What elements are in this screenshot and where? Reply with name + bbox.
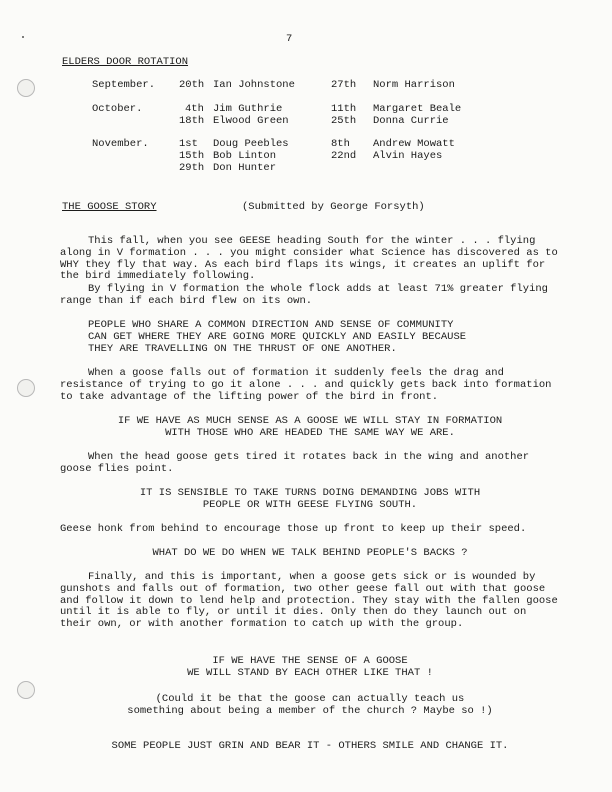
margin-dot — [22, 36, 24, 38]
closing-line: SOME PEOPLE JUST GRIN AND BEAR IT - OTHERS SMILE AND CHANGE IT. — [111, 740, 509, 752]
callout-6-line-1: (Could it be that the goose can actually teach us — [155, 693, 465, 705]
table-row: November. 1st Doug Peebles 8th Andrew Mowatt — [92, 138, 455, 151]
callout-3-line-2: PEOPLE OR WITH GEESE FLYING SOUTH. — [202, 499, 418, 511]
callout-4: WHAT DO WE DO WHEN WE TALK BEHIND PEOPLE'S BACKS ? — [152, 547, 468, 559]
table-row: 15th Bob Linton 22nd Alvin Hayes — [179, 150, 443, 163]
table-row: September. 20th Ian Johnstone 27th Norm Harrison — [92, 79, 455, 91]
callout-3-line-1: IT IS SENSIBLE TO TAKE TURNS DOING DEMANDING JOBS WITH — [139, 487, 481, 499]
callout-1-line-3: THEY ARE TRAVELLING ON THE THRUST OF ONE ANOTHER. — [88, 343, 397, 355]
callout-6-line-2: something about being a member of the church ? Maybe so !) — [127, 705, 493, 717]
paragraph-4: When the head goose gets tired it rotates back in the wing and another goose flies point. — [60, 451, 530, 475]
callout-1-line-2: CAN GET WHERE THEY ARE GOING MORE QUICKLY AND EASILY BECAUSE — [88, 331, 467, 343]
callout-5-line-2: WE WILL STAND BY EACH OTHER LIKE THAT ! — [187, 667, 433, 679]
elders-rotation-table — [92, 80, 461, 175]
paragraph-2: By flying in V formation the whole flock adds at least 71% greater flying range than if each bird flew on its own. — [60, 283, 548, 307]
goose-byline: (Submitted by George Forsyth) — [242, 201, 425, 213]
goose-heading: THE GOOSE STORY — [62, 201, 157, 213]
table-row: October. 4th Jim Guthrie 11th Margaret Beale — [92, 102, 462, 115]
paragraph-6: Finally, and this is important, when a goose gets sick or is wounded by gunshots and falls out of formation, two other geese fall out with that goose and follow it down to lend help and protection. They stay with the fallen goose until it is able to fly, or until it dies. Only then do they launch out on their own, or with another formation to catch up with the group. — [60, 571, 558, 631]
punch-hole — [17, 681, 35, 699]
callout-2-line-2: WITH THOSE WHO ARE HEADED THE SAME WAY WE ARE. — [165, 427, 455, 439]
callout-2-line-1: IF WE HAVE AS MUCH SENSE AS A GOOSE WE WILL STAY IN FORMATION — [117, 415, 503, 427]
punch-hole — [17, 79, 35, 97]
table-row: 29th Don Hunter — [179, 161, 277, 174]
paragraph-1: This fall, when you see GEESE heading South for the winter . . . flying along in V formation . . . you might consider what Science has discovered as to WHY they fly that way. As each bird flaps its wings, it creates an uplift for the bird immediately following. — [60, 235, 558, 283]
callout-5-line-1: IF WE HAVE THE SENSE OF A GOOSE — [212, 655, 408, 667]
paragraph-5: Geese honk from behind to encourage those up front to keep up their speed. — [60, 523, 527, 535]
table-row: 18th Elwood Green 25th Donna Currie — [179, 114, 449, 127]
punch-hole — [17, 379, 35, 397]
elders-heading: ELDERS DOOR ROTATION — [62, 56, 189, 68]
page-number: 7 — [286, 33, 293, 45]
callout-1-line-1: PEOPLE WHO SHARE A COMMON DIRECTION AND SENSE OF COMMUNITY — [88, 319, 454, 331]
paragraph-3: When a goose falls out of formation it suddenly feels the drag and resistance of trying to go it alone . . . and quickly gets back into formation to take advantage of the lifting power of the bird in front. — [60, 367, 552, 403]
